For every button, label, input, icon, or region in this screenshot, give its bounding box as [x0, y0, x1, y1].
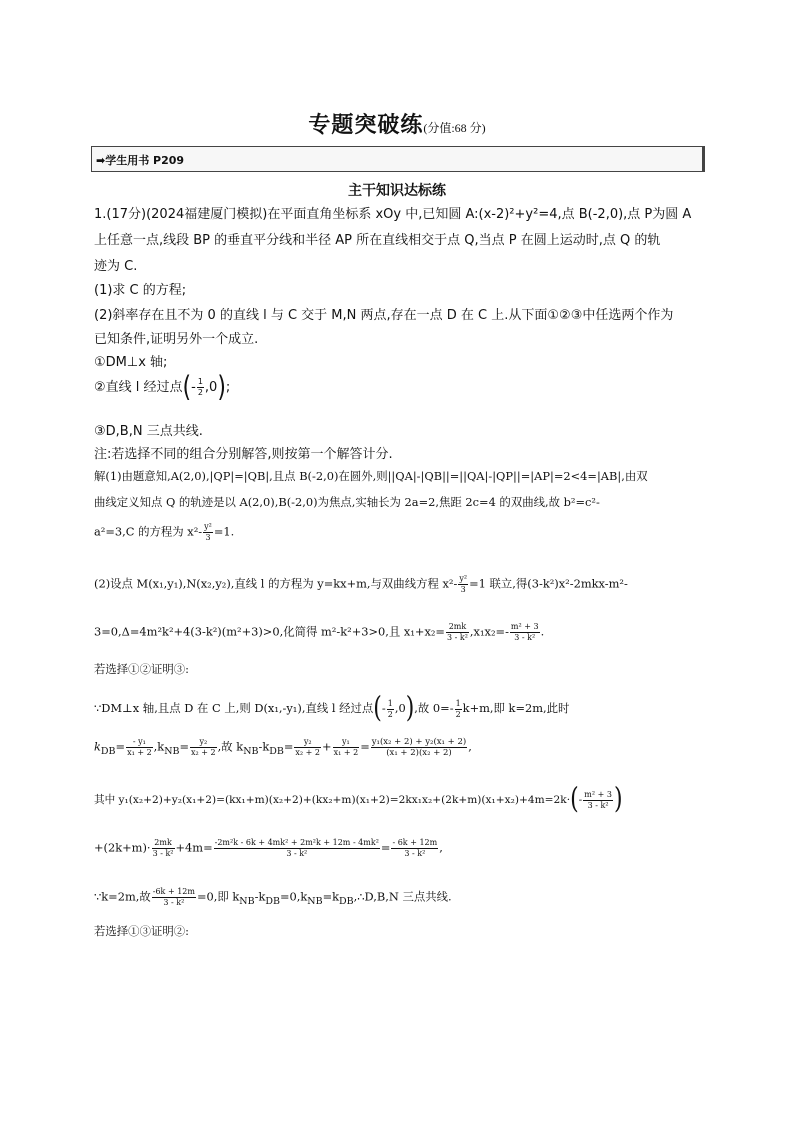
student-book-banner: [91, 146, 705, 172]
s10-f3-den: 3 - k²: [404, 849, 426, 858]
s10-pre: +(2k+m)·: [94, 840, 151, 855]
sub-nb-3: NB: [239, 895, 255, 907]
s8-f3-num: y₂: [294, 737, 321, 748]
banner-text: ➡学生用书 P209: [96, 154, 185, 167]
solution-line-8: [94, 737, 472, 758]
sub-nb-4: NB: [307, 895, 323, 907]
s7-mid: ,故 0=-: [414, 701, 454, 715]
s5-f2-den: 3 - k²: [514, 633, 536, 642]
sub-nb-2: NB: [243, 745, 259, 757]
s5-mid: ,x₁x₂=-: [469, 624, 509, 639]
s10-f3-num: - 6k + 12m: [392, 838, 438, 847]
s4-post: =1 联立,得(3-k²)x²-2mkx-m²-: [469, 576, 628, 591]
condition-2-den: 2: [197, 388, 203, 397]
s9-f-den: 3 - k²: [587, 800, 609, 810]
question-line-1: 1.(17分)(2024福建厦门模拟)在平面直角坐标系 xOy 中,已知圆 A:(x-2)²+y²=4,点 B(-2,0),点 P为圆 A: [94, 207, 692, 222]
sub-nb: NB: [164, 745, 180, 757]
s8-c: =: [179, 739, 190, 754]
s5-post: .: [540, 624, 545, 639]
solution-line-2: 曲线定义知点 Q 的轨迹是以 A(2,0),B(-2,0)为焦点,实轴长为 2a=2,焦距 2c=4 的双曲线,故 b²=c²-: [94, 495, 600, 509]
page-title: [0, 108, 794, 139]
s9-f-num: m² + 3: [584, 789, 612, 799]
s8-f4-den: x₁ + 2: [333, 748, 359, 757]
condition-2-num: 1: [197, 377, 203, 386]
s8-h: =: [360, 739, 370, 754]
title-score: (分值:68 分): [423, 121, 486, 135]
solution-line-12: 若选择①③证明②:: [94, 924, 189, 938]
s8-g: +: [322, 739, 332, 754]
s9-pre: 其中 y₁(x₂+2)+y₂(x₁+2)=(kx₁+m)(x₂+2)+(kx₂+m)(x₁+2)=2kx₁x₂+(2k+m)(x₁+x₂)+4m=2k·: [94, 794, 571, 806]
s11-e: ,∴D,B,N 三点共线.: [353, 889, 452, 904]
s5-f1-den: 3 - k²: [446, 633, 468, 642]
condition-2-end: ;: [225, 380, 231, 395]
s8-f2-num: y₂: [190, 737, 217, 748]
solution-line-5: [94, 622, 544, 643]
s7-num: 1: [387, 698, 393, 708]
s5-pre: 3=0,Δ=4m²k²+4(3-k²)(m²+3)>0,化简得 m²-k²+3>0,且 x₁+x₂=: [94, 624, 445, 639]
s10-f2-num: -2m²k - 6k + 4mk² + 2m²k + 12m - 4mk²: [214, 838, 379, 847]
s7-den: 2: [387, 709, 393, 719]
title-main: 专题突破练: [308, 113, 424, 138]
s11-pre: ∵k=2m,故: [94, 889, 151, 904]
scoring-note: 注:若选择不同的组合分别解答,则按第一个解答计分.: [94, 447, 393, 462]
s8-f3-den: x₂ + 2: [295, 748, 321, 757]
s8-f5-num: y₁(x₂ + 2) + y₂(x₁ + 2): [371, 737, 467, 747]
s8-b: ,k: [153, 739, 165, 754]
s7-f-num: 1: [455, 698, 461, 708]
condition-3: ③D,B,N 三点共线.: [94, 424, 203, 439]
condition-1: ①DM⊥x 轴;: [94, 355, 168, 370]
solution-line-10: [94, 838, 443, 859]
s3-post: =1.: [213, 524, 235, 539]
sub-db-4: DB: [339, 895, 354, 907]
sub-db-2: DB: [269, 745, 284, 757]
s3-pre: a²=3,C 的方程为 x²-: [94, 524, 203, 539]
solution-line-4: [94, 574, 628, 595]
s3-num: y²: [204, 522, 212, 531]
s8-e: -k: [258, 739, 270, 754]
s10-eq: =: [380, 840, 391, 855]
s11-post: =0,即 k: [196, 889, 240, 904]
solution-line-7: ∵DM⊥x 轴,且点 D 在 C 上,则 D(x₁,-y₁),直线 l 经过点(- $\frac{1}{2}$ ,0),故 0=- $\frac{1}{2}$ k+m,即 k=2m,此时: [94, 692, 570, 725]
s8-f2-den: x₂ + 2: [191, 748, 216, 757]
k-symbol: k: [94, 739, 101, 754]
s10-f1-num: 2mk: [152, 838, 175, 849]
s4-den: 3: [460, 585, 466, 594]
s8-f: =: [283, 739, 294, 754]
sub-db: DB: [100, 745, 116, 757]
s8-f1-num: - y₁: [126, 737, 153, 748]
s3-den: 3: [205, 533, 211, 542]
condition-2-text: ②直线 l 经过点: [94, 380, 183, 395]
solution-line-6: 若选择①②证明③:: [94, 662, 189, 676]
question-part-2b: 已知条件,证明另外一个成立.: [94, 332, 259, 347]
question-line-3: 迹为 C.: [94, 259, 138, 274]
section-heading: 主干知识达标练: [348, 183, 446, 199]
s7-f-den: 2: [455, 709, 461, 719]
solution-line-1: 解(1)由题意知,A(2,0),|QP|=|QB|,且点 B(-2,0)在圆外,则||QA|-|QB||=||QA|-|QP||=|AP|=2<4=|AB|,由双: [94, 469, 648, 483]
s11-b: -k: [254, 889, 266, 904]
s5-f1-num: 2mk: [446, 622, 469, 633]
s11-d: =k: [322, 889, 340, 904]
s10-post: ,: [439, 840, 443, 855]
s10-mid: +4m=: [175, 840, 213, 855]
s5-f2-num: m² + 3: [510, 622, 539, 631]
s10-f2-den: 3 - k²: [286, 849, 308, 858]
s10-f1-den: 3 - k²: [152, 849, 174, 858]
s8-eq: =: [115, 739, 126, 754]
s8-i: ,: [468, 739, 472, 754]
s7-post: k+m,即 k=2m,此时: [462, 701, 570, 715]
question-line-2: 上任意一点,线段 BP 的垂直平分线和半径 AP 所在直线相交于点 Q,当点 P 在圆上运动时,点 Q 的轨: [94, 233, 661, 248]
solution-line-11: [94, 887, 452, 908]
s7-pre: ∵DM⊥x 轴,且点 D 在 C 上,则 D(x₁,-y₁),直线 l 经过点: [94, 701, 374, 715]
s8-f5-den: (x₁ + 2)(x₂ + 2): [386, 748, 452, 758]
s11-c: =0,k: [279, 889, 308, 904]
s11-f-num: -6k + 12m: [152, 887, 195, 896]
question-part-2a: (2)斜率存在且不为 0 的直线 l 与 C 交于 M,N 两点,存在一点 D 在 C 上.从下面①②③中任选两个作为: [94, 308, 674, 323]
s8-d: ,故 k: [217, 739, 244, 754]
condition-2: ②直线 l 经过点(- $\frac{1}{2}$ ,0);: [94, 370, 231, 404]
solution-line-9: 其中 y₁(x₂+2)+y₂(x₁+2)=(kx₁+m)(x₂+2)+(kx₂+m)(x₁+2)=2kx₁x₂+(2k+m)(x₁+x₂)+4m=2k·(- $\frac{\text{m² + 3}}{\text{3 - k²}}$ ): [94, 783, 623, 816]
s8-f1-den: x₁ + 2: [127, 748, 152, 757]
s11-f-den: 3 - k²: [163, 898, 185, 907]
question-part-1: (1)求 C 的方程;: [94, 283, 187, 298]
s4-num: y²: [459, 574, 468, 583]
s8-f4-num: y₁: [333, 737, 360, 748]
solution-line-3: [94, 522, 234, 543]
s4-pre: (2)设点 M(x₁,y₁),N(x₂,y₂),直线 l 的方程为 y=kx+m,与双曲线方程 x²-: [94, 576, 458, 591]
sub-db-3: DB: [265, 895, 280, 907]
